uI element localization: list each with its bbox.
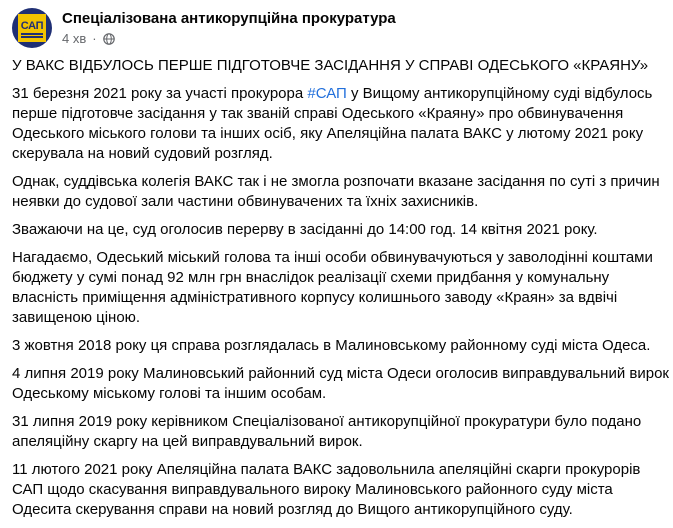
- avatar-logo-text: САП: [20, 20, 44, 32]
- post-meta: [62, 31, 115, 46]
- post-paragraph-8: 11 лютого 2021 року Апеляційна палата ВАКС задовольнила апеляційні скарги прокурорів САП щодо скасування виправдувального вироку Малиновського районного суду міста Одесита скерування справи на новий розгляд до Вищого антикорупційного суду.: [12, 461, 641, 518]
- page-name-link[interactable]: Спеціалізована антикорупційна прокуратура: [62, 10, 396, 27]
- post-title: У ВАКС ВІДБУЛОСЬ ПЕРШЕ ПІДГОТОВЧЕ ЗАСІДАННЯ У СПРАВІ ОДЕСЬКОГО «КРАЯНУ»: [12, 57, 649, 74]
- post-paragraph-6: 4 липня 2019 року Малиновський районний суд міста Одеси оголосив виправдувальний вирок Одеському міському голові та іншим особам.: [12, 365, 669, 402]
- post-paragraph-1: [12, 84, 672, 164]
- post-paragraph-7: 31 липня 2019 року керівником Спеціалізованої антикорупційної прокуратури було подано апеляційну скаргу на цей виправдувальний вирок.: [12, 413, 642, 450]
- meta-separator: ·: [92, 31, 97, 46]
- post-paragraph-3: Зважаючи на це, суд оголосив перерву в засіданні до 14:00 год. 14 квітня 2021 року.: [12, 221, 598, 238]
- logo-lines: [21, 33, 43, 35]
- logo-icon: [18, 14, 46, 42]
- post-paragraph-4: Нагадаємо, Одеський міський голова та інші особи обвинувачуються у заволодінні коштами бюджету у сумі понад 92 млн грн внаслідок реалізації схеми придбання у комунальну власність приміщення адміністративного корпусу колишнього заводу «Краян» за вдвічі завищеною ціною.: [12, 249, 653, 326]
- globe-icon[interactable]: [103, 33, 115, 45]
- post-body: [12, 56, 672, 528]
- hashtag-link[interactable]: #САП: [307, 85, 347, 102]
- avatar[interactable]: [12, 8, 52, 48]
- post-header: [12, 8, 662, 52]
- p1-text-after: у Вищому антикорупційному суді відбулось перше підготовче засідання у так званій справі Одеського «Краяну» про обвинувачення Одеського міського голови та інших осіб, яку Апеляційна палата ВАКС у лютому 2021 року скерувала на новий судовий розгляд.: [12, 85, 653, 162]
- post-time-link[interactable]: 4 хв: [62, 31, 87, 46]
- post-paragraph-2: Однак, суддівська колегія ВАКС так і не змогла розпочати вказане засідання по суті з причин неявки до судової зали частини обвинувачених та їхніх захисників.: [12, 173, 660, 210]
- p1-text-before: 31 березня 2021 року за участі прокурора: [12, 85, 308, 102]
- post-paragraph-5: 3 жовтня 2018 року ця справа розглядалась в Малиновському районному суді міста Одеса.: [12, 337, 651, 354]
